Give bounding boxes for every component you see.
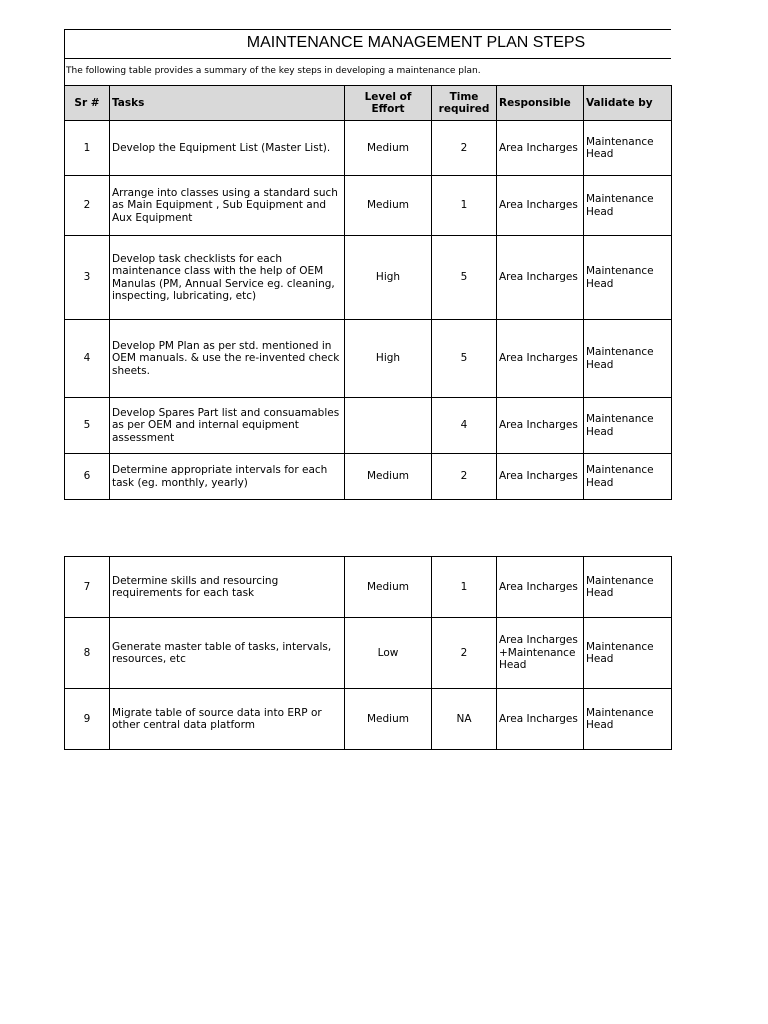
cell-sr: 9 [65, 689, 110, 750]
cell-validate: Maintenance Head [584, 557, 672, 618]
header-validate: Validate by [584, 86, 672, 121]
cell-responsible: Area Incharges [497, 320, 584, 398]
cell-time: 2 [432, 121, 497, 176]
cell-responsible: Area Incharges [497, 176, 584, 236]
cell-time: 2 [432, 454, 497, 500]
cell-responsible: Area Incharges +Maintenance Head [497, 618, 584, 689]
cell-validate: Maintenance Head [584, 176, 672, 236]
cell-validate: Maintenance Head [584, 454, 672, 500]
cell-sr: 7 [65, 557, 110, 618]
cell-effort [345, 398, 432, 454]
cell-time: 5 [432, 236, 497, 320]
cell-task: Arrange into classes using a standard such as Main Equipment , Sub Equipment and Aux Equipment [110, 176, 345, 236]
cell-effort: Low [345, 618, 432, 689]
cell-responsible: Area Incharges [497, 689, 584, 750]
cell-effort: Medium [345, 176, 432, 236]
cell-sr: 3 [65, 236, 110, 320]
cell-effort: High [345, 320, 432, 398]
cell-time: 4 [432, 398, 497, 454]
cell-responsible: Area Incharges [497, 557, 584, 618]
table-row [65, 176, 672, 236]
cell-responsible: Area Incharges [497, 236, 584, 320]
cell-responsible: Area Incharges [497, 454, 584, 500]
cell-effort: Medium [345, 689, 432, 750]
cell-time: NA [432, 689, 497, 750]
header-time: Time required [432, 86, 497, 121]
page-title: MAINTENANCE MANAGEMENT PLAN STEPS [246, 34, 586, 51]
cell-effort: Medium [345, 454, 432, 500]
table-row [65, 121, 672, 176]
cell-responsible: Area Incharges [497, 398, 584, 454]
cell-validate: Maintenance Head [584, 689, 672, 750]
header-effort: Level of Effort [345, 86, 432, 121]
cell-time: 1 [432, 176, 497, 236]
cell-task: Determine appropriate intervals for each task (eg. monthly, yearly) [110, 454, 345, 500]
cell-task: Migrate table of source data into ERP or other central data platform [110, 689, 345, 750]
plan-sheet [64, 29, 671, 500]
table-row [65, 320, 672, 398]
table-row [65, 618, 672, 689]
cell-effort: Medium [345, 557, 432, 618]
header-tasks: Tasks [110, 86, 345, 121]
cell-effort: High [345, 236, 432, 320]
title-row [64, 29, 671, 58]
cell-sr: 2 [65, 176, 110, 236]
cell-time: 1 [432, 557, 497, 618]
cell-sr: 5 [65, 398, 110, 454]
cell-task: Develop task checklists for each maintenance class with the help of OEM Manulas (PM, Annual Service eg. cleaning, inspecting, lubricating, etc) [110, 236, 345, 320]
table-row [65, 236, 672, 320]
cell-task: Develop the Equipment List (Master List). [110, 121, 345, 176]
cell-validate: Maintenance Head [584, 398, 672, 454]
steps-table-continued [64, 556, 672, 750]
cell-time: 5 [432, 320, 497, 398]
table-row [65, 557, 672, 618]
cell-task: Develop Spares Part list and consuamables as per OEM and internal equipment assessment [110, 398, 345, 454]
steps-table [64, 85, 672, 500]
subtitle: The following table provides a summary of the key steps in developing a maintenance plan. [64, 58, 671, 85]
cell-sr: 8 [65, 618, 110, 689]
table-row [65, 454, 672, 500]
table-row [65, 398, 672, 454]
cell-effort: Medium [345, 121, 432, 176]
cell-time: 2 [432, 618, 497, 689]
table-row [65, 689, 672, 750]
cell-validate: Maintenance Head [584, 320, 672, 398]
cell-task: Determine skills and resourcing requirements for each task [110, 557, 345, 618]
cell-sr: 6 [65, 454, 110, 500]
cell-validate: Maintenance Head [584, 121, 672, 176]
header-responsible: Responsible [497, 86, 584, 121]
cell-sr: 1 [65, 121, 110, 176]
cell-task: Develop PM Plan as per std. mentioned in OEM manuals. & use the re-invented check sheets. [110, 320, 345, 398]
cell-responsible: Area Incharges [497, 121, 584, 176]
header-row [65, 86, 672, 121]
cell-validate: Maintenance Head [584, 236, 672, 320]
cell-task: Generate master table of tasks, intervals, resources, etc [110, 618, 345, 689]
cell-validate: Maintenance Head [584, 618, 672, 689]
header-sr: Sr # [65, 86, 110, 121]
cell-sr: 4 [65, 320, 110, 398]
